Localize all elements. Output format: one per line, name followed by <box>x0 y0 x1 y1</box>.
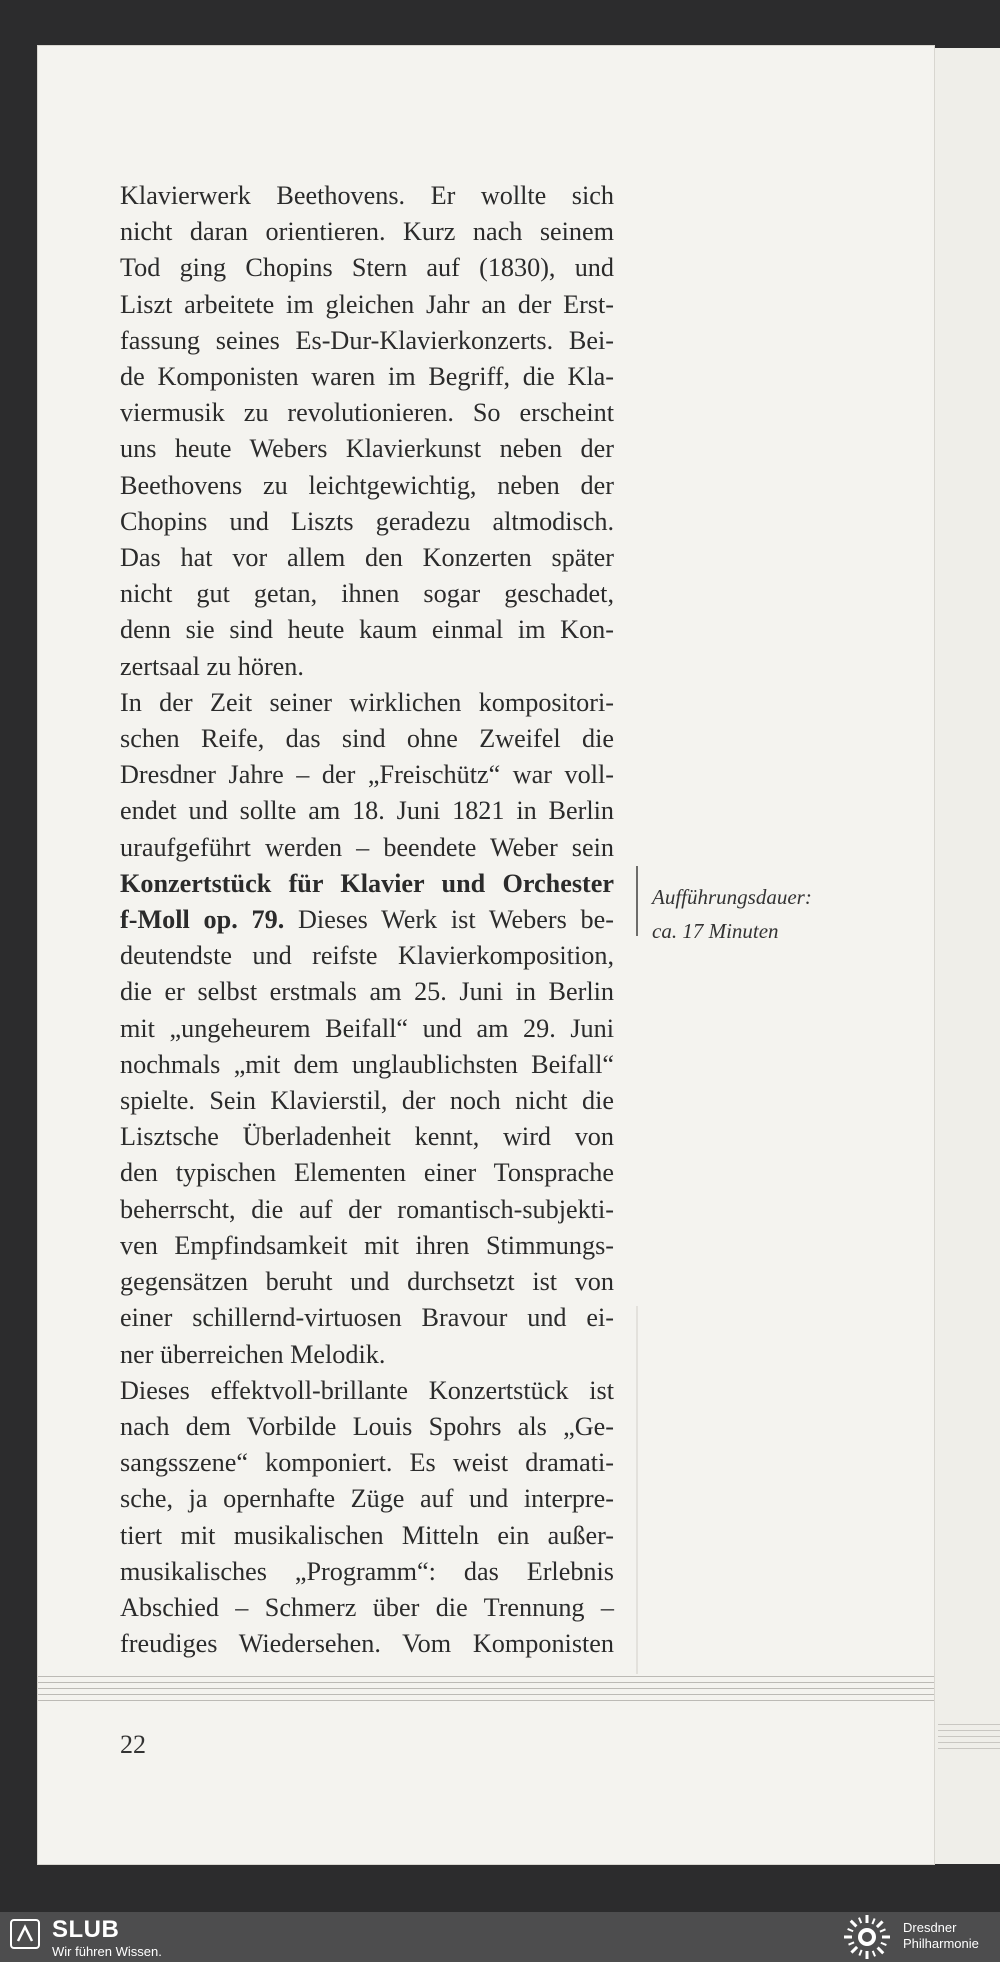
text-line: nochmals „mit dem unglaublichsten Beifall“ <box>120 1049 614 1079</box>
text-line: nicht daran orientieren. Kurz nach seinem <box>120 217 614 247</box>
text-line: musikalisches „Programm“: das Erlebnis <box>120 1556 614 1586</box>
philharmonie-sunburst-icon <box>840 1914 894 1960</box>
text-line: Tod ging Chopins Stern auf (1830), und <box>120 253 614 283</box>
text-line: Dieses effektvoll-brillante Konzertstück ist <box>120 1375 614 1405</box>
body-text <box>120 178 614 1662</box>
text-line: gegensätzen beruht und durchsetzt ist von <box>120 1267 614 1297</box>
text-line: Chopins und Liszts geradezu altmodisch. <box>120 506 614 536</box>
text-line: schen Reife, das sind ohne Zweifel die <box>120 724 614 754</box>
slub-logo-icon <box>10 1919 40 1949</box>
work-title-line <box>120 866 614 902</box>
text-line: einer schillernd-virtuosen Bravour und ei- <box>120 1303 614 1333</box>
philharmonie-name <box>903 1920 979 1952</box>
text-line: Das hat vor allem den Konzerten später <box>120 543 614 573</box>
text-line: endet und sollte am 18. Juni 1821 in Berlin <box>120 796 614 826</box>
text-line: ner überreichen Melodik. <box>120 1339 386 1369</box>
sidenote-value: ca. 17 Minuten <box>652 919 779 943</box>
text-line: deutendste und reifste Klavierkomposition, <box>120 941 614 971</box>
paragraph-1 <box>120 178 614 685</box>
duration-sidenote <box>652 880 812 948</box>
work-title: Konzertstück für Klavier und Orchester <box>120 868 614 898</box>
philharmonie-line-2: Philharmonie <box>903 1936 979 1951</box>
text-line: nicht gut getan, ihnen sogar geschadet, <box>120 579 614 609</box>
text-line: uns heute Webers Klavierkunst neben der <box>120 434 614 464</box>
text-line: den typischen Elementen einer Tonsprache <box>120 1158 614 1188</box>
text-line: fassung seines Es-Dur-Klavierkonzerts. Bei- <box>120 325 614 355</box>
text-line: sangsszene“ komponiert. Es weist dramati- <box>120 1448 614 1478</box>
slub-tagline: Wir führen Wissen. <box>52 1944 162 1959</box>
text-line: sche, ja opernhafte Züge auf und interpre- <box>120 1484 614 1514</box>
text-line: Klavierwerk Beethovens. Er wollte sich <box>120 181 614 210</box>
viewer-footer-bar <box>0 1912 1000 1962</box>
text-line: Abschied – Schmerz über die Trennung – <box>120 1592 614 1622</box>
page-number: 22 <box>120 1730 146 1759</box>
text-line: denn sie sind heute kaum einmal im Kon- <box>120 615 614 645</box>
facing-page-edge <box>928 48 1000 1864</box>
margin-divider <box>636 866 638 936</box>
paragraph-2 <box>120 685 614 1373</box>
text-line: nach dem Vorbilde Louis Spohrs als „Ge- <box>120 1411 614 1441</box>
work-opus-line <box>120 902 614 938</box>
text-line: die er selbst erstmals am 25. Juni in Berlin <box>120 977 614 1007</box>
text-line: beherrscht, die auf der romantisch-subjekti- <box>120 1194 614 1224</box>
paragraph-3 <box>120 1373 614 1663</box>
text-line: tiert mit musikalischen Mitteln ein außer- <box>120 1520 614 1550</box>
text-line: Lisztsche Überladenheit kennt, wird von <box>120 1122 614 1152</box>
text-line: uraufgeführt werden – beendete Weber sein <box>120 832 614 862</box>
text-line: ven Empfindsamkeit mit ihren Stimmungs- <box>120 1230 614 1260</box>
text-line: Liszt arbeitete im gleichen Jahr an der Erst- <box>120 289 614 319</box>
text-fragment: Dieses Werk ist Webers be- <box>284 905 614 935</box>
text-line: In der Zeit seiner wirklichen kompositori- <box>120 687 614 717</box>
slub-name: SLUB <box>52 1916 120 1943</box>
sidenote-label: Aufführungsdauer: <box>652 885 812 909</box>
text-line: spielte. Sein Klavierstil, der noch nicht die <box>120 1086 614 1116</box>
text-line: de Komponisten waren im Begriff, die Kla- <box>120 362 614 392</box>
philharmonie-line-1: Dresdner <box>903 1920 957 1935</box>
text-line: Dresdner Jahre – der „Freischütz“ war voll- <box>120 760 614 790</box>
text-line: viermusik zu revolutionieren. So erscheint <box>120 398 614 428</box>
show-through-divider <box>636 1306 638 1674</box>
text-line: mit „ungeheurem Beifall“ und am 29. Juni <box>120 1013 614 1043</box>
text-line: zertsaal zu hören. <box>120 651 304 681</box>
text-line: Beethovens zu leichtgewichtig, neben der <box>120 470 614 500</box>
text-line: freudiges Wiedersehen. Vom Komponisten <box>120 1629 614 1659</box>
work-opus: f-Moll op. 79. <box>120 905 285 935</box>
